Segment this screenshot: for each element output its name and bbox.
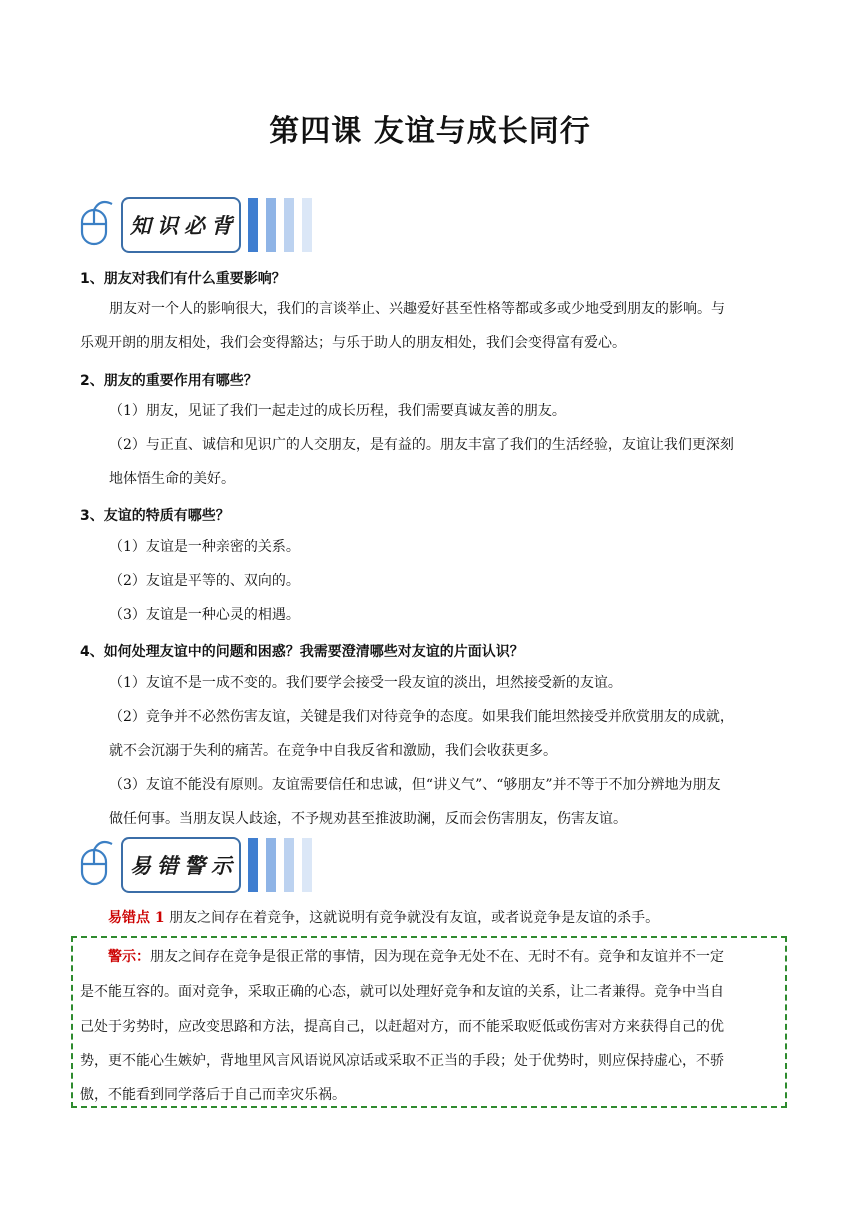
banner-label: 知识必背 xyxy=(130,213,238,238)
warning-line: 己处于劣势时，应改变思路和方法，提高自己，以赶超对方，而不能采取贬低或伤害对方来获得自己的优 xyxy=(80,1019,724,1035)
paragraph-line: （1）友谊不是一成不变的。我们要学会接受一段友谊的淡出，坦然接受新的友谊。 xyxy=(109,675,622,691)
paragraph-line: 做任何事。当朋友误人歧途，不予规劝甚至推波助澜，反而会伤害朋友，伤害友谊。 xyxy=(109,811,627,827)
paragraph-line: （3）友谊是一种心灵的相遇。 xyxy=(109,607,300,623)
paragraph-line: （1）友谊是一种亲密的关系。 xyxy=(109,539,300,555)
warning-line xyxy=(108,946,724,966)
warning-label: 警示： xyxy=(108,949,150,965)
error-point-label: 易错点 1 xyxy=(108,910,165,926)
warning-line: 势，更不能心生嫉妒，背地里风言风语说风凉话或采取不正当的手段；处于优势时，则应保持虚心，不骄 xyxy=(80,1053,724,1069)
paragraph-line: 地体悟生命的美好。 xyxy=(109,471,235,487)
paragraph-line: （1）朋友，见证了我们一起走过的成长历程，我们需要真诚友善的朋友。 xyxy=(109,403,566,419)
page-title: 第四课 友谊与成长同行 xyxy=(269,114,591,149)
question-heading: 1、朋友对我们有什么重要影响？ xyxy=(80,271,286,287)
paragraph-line: （2）友谊是平等的、双向的。 xyxy=(109,573,300,589)
banner-label: 易错警示 xyxy=(130,853,238,878)
paragraph-line: 乐观开朗的朋友相处，我们会变得豁达；与乐于助人的朋友相处，我们会变得富有爱心。 xyxy=(80,335,626,351)
warning-line: 傲，不能看到同学落后于自己而幸灾乐祸。 xyxy=(80,1087,346,1103)
paragraph-line: 就不会沉溺于失利的痛苦。在竞争中自我反省和激励，我们会收获更多。 xyxy=(109,743,557,759)
warning-text: 朋友之间存在竞争是很正常的事情，因为现在竞争无处不在、无时不有。竞争和友谊并不一定 xyxy=(150,949,724,965)
paragraph-line: （2）竞争并不必然伤害友谊，关键是我们对待竞争的态度。如果我们能坦然接受并欣赏朋友的成就， xyxy=(109,709,734,725)
warning-line: 是不能互容的。面对竞争，采取正确的心态，就可以处理好竞争和友谊的关系，让二者兼得。竞争中当自 xyxy=(80,984,724,1000)
paragraph-line: 朋友对一个人的影响很大，我们的言谈举止、兴趣爱好甚至性格等都或多或少地受到朋友的影响。与 xyxy=(109,301,725,317)
question-heading: 3、友谊的特质有哪些？ xyxy=(80,508,230,524)
section-banner-knowledge xyxy=(78,196,328,256)
section-banner-mistakes xyxy=(78,836,328,896)
paragraph-line: （2）与正直、诚信和见识广的人交朋友，是有益的。朋友丰富了我们的生活经验，友谊让我们更深刻 xyxy=(109,437,734,453)
error-point xyxy=(108,907,659,927)
question-heading: 2、朋友的重要作用有哪些？ xyxy=(80,373,258,389)
question-heading: 4、如何处理友谊中的问题和困惑？我需要澄清哪些对友谊的片面认识？ xyxy=(80,644,524,660)
paragraph-line: （3）友谊不能没有原则。友谊需要信任和忠诚，但“讲义气”、“够朋友”并不等于不加分辨地为朋友 xyxy=(109,777,721,793)
error-point-text: 朋友之间存在着竞争，这就说明有竞争就没有友谊，或者说竞争是友谊的杀手。 xyxy=(169,910,660,926)
